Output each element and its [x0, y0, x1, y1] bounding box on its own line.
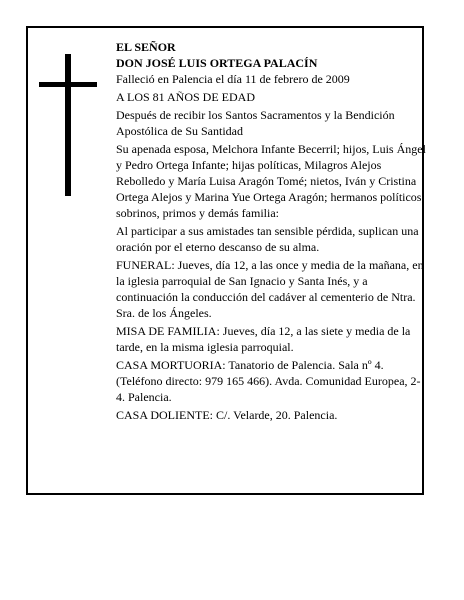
deceased-name: DON JOSÉ LUIS ORTEGA PALACÍN [116, 56, 318, 70]
family-list: Su apenada esposa, Melchora Infante Becerril; hijos, Luis Ángel y Pedro Ortega Infante; hijas políticas, Milagros Alejos Rebolledo y María Luisa Aragón Tomé; nietos, Iván y Cristina Ortega Alejos y Marina Yue Ortega Aragón; hermanos políticos, sobrinos, primos y demás familia: [116, 142, 426, 220]
funeral-home-info: CASA MORTUORIA: Tanatorio de Palencia. Sala nº 4. (Teléfono directo: 979 165 466). Avda. Comunidad Europea, 2-4. Palencia. [116, 358, 421, 404]
cross-horizontal-bar [39, 82, 97, 87]
mourning-home-info: CASA DOLIENTE: C/. Velarde, 20. Palencia. [116, 408, 338, 422]
family-mass-info: MISA DE FAMILIA: Jueves, día 12, a las siete y media de la tarde, en la misma iglesia parroquial. [116, 324, 411, 354]
death-date: Falleció en Palencia el día 11 de febrero de 2009 [116, 72, 350, 86]
sacraments-line: Después de recibir los Santos Sacramentos y la Bendición Apostólica de Su Santidad [116, 108, 395, 138]
funeral-info: FUNERAL: Jueves, día 12, a las once y media de la mañana, en la iglesia parroquial de San Ignacio y Santa Inés, y a continuación la conducción del cadáver al cementerio de Ntra. Sra. de los Ángeles. [116, 258, 424, 320]
obituary-title: EL SEÑOR [116, 40, 176, 54]
prayer-request: Al participar a sus amistades tan sensible pérdida, suplican una oración por el eterno descanso de su alma. [116, 224, 419, 254]
cross-vertical-bar [65, 54, 71, 196]
age-line: A LOS 81 AÑOS DE EDAD [116, 90, 256, 104]
obituary-text [116, 39, 426, 425]
